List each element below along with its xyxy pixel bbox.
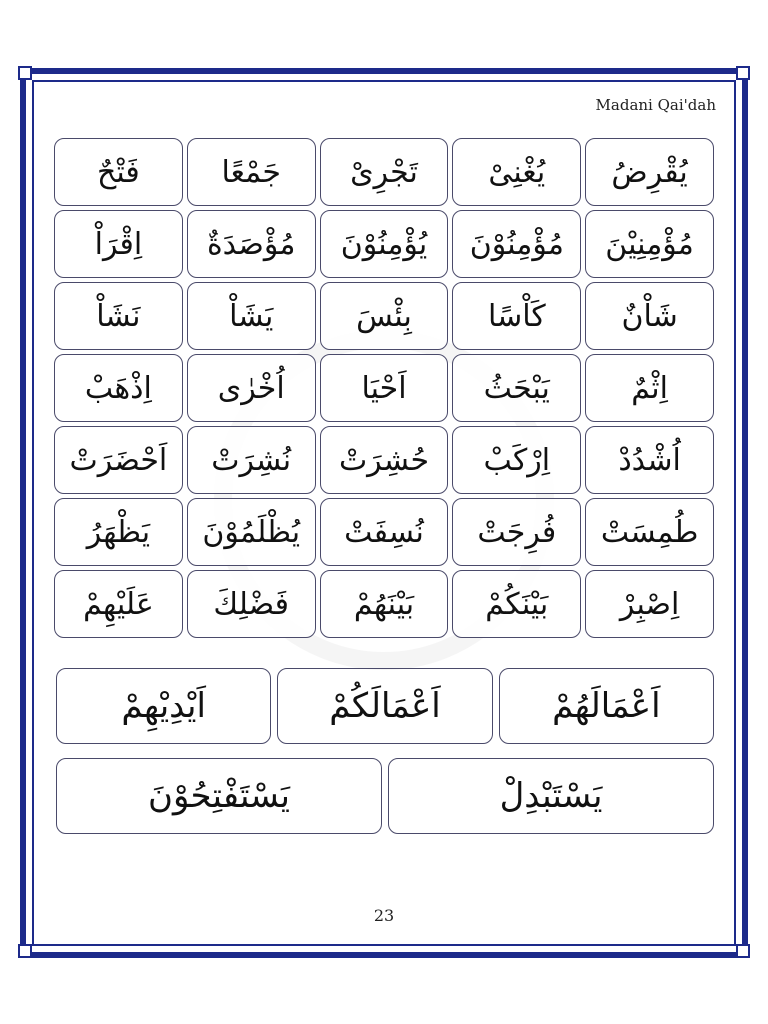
word-cell: اِثْمٌ bbox=[585, 354, 714, 422]
word-cell: اَحْيَا bbox=[320, 354, 449, 422]
word-cell: اُخْرٰى bbox=[187, 354, 316, 422]
word-cell: فَتْحٌ bbox=[54, 138, 183, 206]
word-cell: مُؤْصَدَةٌ bbox=[187, 210, 316, 278]
word-cell: يُغْنِىْ bbox=[452, 138, 581, 206]
word-cell: يَشَاْ bbox=[187, 282, 316, 350]
word-cell: يُظْلَمُوْنَ bbox=[187, 498, 316, 566]
word-cell: طُمِسَتْ bbox=[585, 498, 714, 566]
word-row-two bbox=[56, 758, 714, 834]
word-cell: بِئْسَ bbox=[320, 282, 449, 350]
word-cell: نُشِرَتْ bbox=[187, 426, 316, 494]
word-cell: يَظْهَرُ bbox=[54, 498, 183, 566]
word-cell: اَحْضَرَتْ bbox=[54, 426, 183, 494]
word-cell-wide: يَسْتَبْدِلْ bbox=[388, 758, 714, 834]
word-cell: مُؤْمِنِيْنَ bbox=[585, 210, 714, 278]
page-number: 23 bbox=[373, 906, 395, 925]
word-cell: عَلَيْهِمْ bbox=[54, 570, 183, 638]
corner-ornament bbox=[736, 66, 750, 80]
word-cell: نَشَاْ bbox=[54, 282, 183, 350]
word-cell: فَضْلِكَ bbox=[187, 570, 316, 638]
word-row-three bbox=[56, 668, 714, 744]
corner-ornament bbox=[736, 944, 750, 958]
word-cell: يَبْحَثُ bbox=[452, 354, 581, 422]
word-cell: جَمْعًا bbox=[187, 138, 316, 206]
word-cell-wide: يَسْتَفْتِحُوْنَ bbox=[56, 758, 382, 834]
word-cell: اِصْبِرْ bbox=[585, 570, 714, 638]
word-cell: شَاْنٌ bbox=[585, 282, 714, 350]
corner-ornament bbox=[18, 944, 32, 958]
corner-ornament bbox=[18, 66, 32, 80]
word-cell: فُرِجَتْ bbox=[452, 498, 581, 566]
word-cell: اِقْرَاْ bbox=[54, 210, 183, 278]
word-cell: اِرْكَبْ bbox=[452, 426, 581, 494]
word-cell: مُؤْمِنُوْنَ bbox=[452, 210, 581, 278]
word-cell: حُشِرَتْ bbox=[320, 426, 449, 494]
word-cell: بَيْنَكُمْ bbox=[452, 570, 581, 638]
book-title: Madani Qai'dah bbox=[595, 96, 716, 114]
word-cell: يُقْرِضُ bbox=[585, 138, 714, 206]
word-cell: بَيْنَهُمْ bbox=[320, 570, 449, 638]
word-cell: اُشْدُدْ bbox=[585, 426, 714, 494]
word-cell: تَجْرِىْ bbox=[320, 138, 449, 206]
word-cell: يُؤْمِنُوْنَ bbox=[320, 210, 449, 278]
word-cell: كَاْسًا bbox=[452, 282, 581, 350]
word-cell-wide: اَيْدِيْهِمْ bbox=[56, 668, 271, 744]
word-cell: اِذْهَبْ bbox=[54, 354, 183, 422]
word-grid bbox=[54, 138, 714, 638]
word-cell-wide: اَعْمَالَهُمْ bbox=[499, 668, 714, 744]
word-cell-wide: اَعْمَالَكُمْ bbox=[277, 668, 492, 744]
word-cell: نُسِفَتْ bbox=[320, 498, 449, 566]
